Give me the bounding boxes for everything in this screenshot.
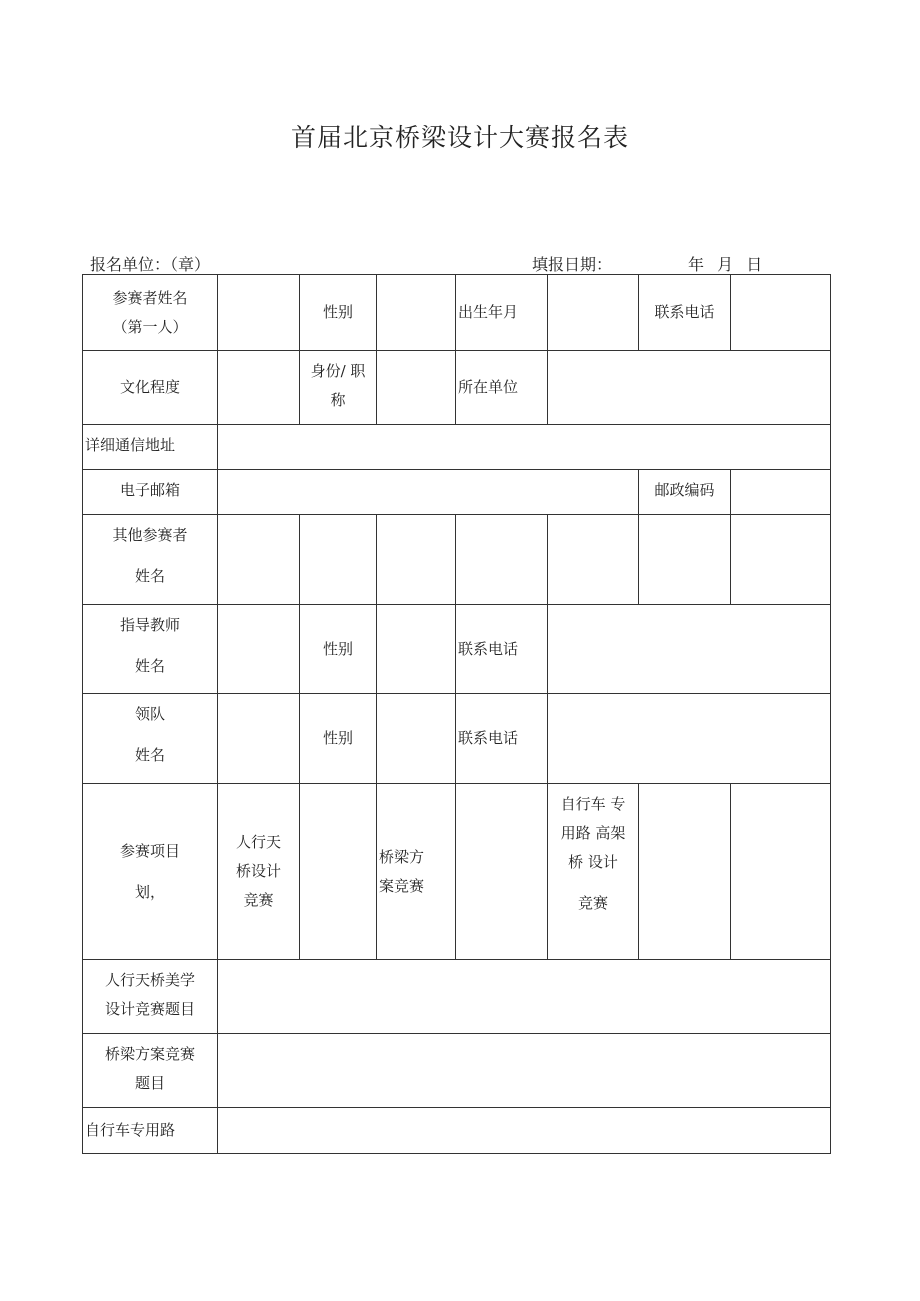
- pedestrian-topic-line2: 设计竞赛题目: [104, 1000, 195, 1018]
- advisor-label: [83, 605, 218, 694]
- bike-viaduct-option-label: [548, 784, 639, 960]
- workplace-label: 所在单位: [456, 351, 548, 425]
- other-participant-field-6[interactable]: [639, 515, 731, 605]
- email-label: 电子邮箱: [83, 470, 218, 515]
- other-participant-field-3[interactable]: [377, 515, 456, 605]
- bike-option-line1: 自行车 专: [560, 795, 626, 813]
- competition-items-label: [83, 784, 218, 960]
- bridge-scheme-line2: 案竞赛: [379, 876, 425, 895]
- postcode-field[interactable]: [731, 470, 831, 515]
- birth-label: 出生年月: [456, 275, 548, 351]
- row-other-participants: [83, 515, 831, 605]
- row-leader: [83, 694, 831, 784]
- day-label: 日: [746, 255, 763, 274]
- pedestrian-topic-field[interactable]: [218, 960, 831, 1034]
- fill-date-label: 填报日期：: [532, 255, 613, 274]
- leader-phone-field[interactable]: [548, 694, 831, 784]
- identity-title-field[interactable]: [377, 351, 456, 425]
- advisor-gender-field[interactable]: [377, 605, 456, 694]
- bridge-scheme-option-field[interactable]: [456, 784, 548, 960]
- bike-path-label: 自行车专用路: [83, 1108, 218, 1154]
- leader-phone-label: 联系电话: [456, 694, 548, 784]
- advisor-name-field[interactable]: [218, 605, 300, 694]
- leader-name-field[interactable]: [218, 694, 300, 784]
- row-pedestrian-topic: [83, 960, 831, 1034]
- row-advisor: [83, 605, 831, 694]
- other-participants-line2: 姓名: [134, 567, 165, 585]
- participant-name-label: [83, 275, 218, 351]
- other-participant-field-7[interactable]: [731, 515, 831, 605]
- competition-items-line2: 划，: [134, 882, 165, 901]
- row-first-participant: [83, 275, 831, 351]
- registration-form-table: [82, 274, 831, 1154]
- month-label: 月: [717, 255, 734, 274]
- pedestrian-bridge-option-label: [218, 784, 300, 960]
- pedestrian-bridge-option-field[interactable]: [300, 784, 377, 960]
- bridge-scheme-line1: 桥梁方: [379, 847, 425, 866]
- row-bridge-topic: [83, 1034, 831, 1108]
- identity-title-line2: 称: [330, 391, 346, 409]
- other-participants-line1: 其他参赛者: [112, 526, 188, 544]
- bike-path-field[interactable]: [218, 1108, 831, 1154]
- leader-label-line2: 姓名: [134, 746, 165, 764]
- email-field[interactable]: [218, 470, 639, 515]
- row-education: [83, 351, 831, 425]
- year-label: 年: [688, 255, 705, 274]
- education-label: 文化程度: [83, 351, 218, 425]
- bridge-topic-field[interactable]: [218, 1034, 831, 1108]
- pedestrian-topic-label: [83, 960, 218, 1034]
- postcode-label: 邮政编码: [639, 470, 731, 515]
- bike-viaduct-option-field[interactable]: [639, 784, 731, 960]
- gender-label: 性别: [300, 275, 377, 351]
- advisor-gender-label: 性别: [300, 605, 377, 694]
- competition-items-line1: 参赛项目: [119, 841, 180, 860]
- pedestrian-option-line2: 桥设计: [235, 862, 281, 880]
- identity-title-line1: 身份/ 职: [310, 362, 366, 380]
- row-competition-items: [83, 784, 831, 960]
- other-participant-field-1[interactable]: [218, 515, 300, 605]
- bike-option-line2: 用路 高架: [560, 824, 626, 842]
- phone-label: 联系电话: [639, 275, 731, 351]
- bridge-scheme-option-label: [377, 784, 456, 960]
- leader-gender-label: 性别: [300, 694, 377, 784]
- advisor-label-line2: 姓名: [134, 657, 165, 675]
- row-email: [83, 470, 831, 515]
- page-title: 首届北京桥梁设计大赛报名表: [290, 123, 629, 152]
- leader-label-line1: 领队: [134, 705, 165, 723]
- bridge-topic-label: [83, 1034, 218, 1108]
- other-participant-field-5[interactable]: [548, 515, 639, 605]
- address-label: 详细通信地址: [83, 425, 218, 470]
- bike-option-line4: 竞赛: [577, 894, 608, 912]
- other-participant-field-2[interactable]: [300, 515, 377, 605]
- registration-unit-label: 报名单位：（章）: [90, 255, 211, 274]
- participant-name-label-line1: 参赛者姓名: [112, 288, 188, 307]
- bridge-topic-line1: 桥梁方案竞赛: [104, 1045, 195, 1063]
- row-address: [83, 425, 831, 470]
- phone-field[interactable]: [731, 275, 831, 351]
- date-fields: [688, 252, 770, 275]
- advisor-label-line1: 指导教师: [119, 616, 180, 634]
- pedestrian-topic-line1: 人行天桥美学: [104, 971, 195, 989]
- advisor-phone-field[interactable]: [548, 605, 831, 694]
- gender-field[interactable]: [377, 275, 456, 351]
- education-field[interactable]: [218, 351, 300, 425]
- birth-field[interactable]: [548, 275, 639, 351]
- competition-extra-field[interactable]: [731, 784, 831, 960]
- identity-title-label: [300, 351, 377, 425]
- address-field[interactable]: [218, 425, 831, 470]
- other-participant-field-4[interactable]: [456, 515, 548, 605]
- bridge-topic-line2: 题目: [134, 1074, 165, 1092]
- pedestrian-option-line1: 人行天: [235, 833, 281, 851]
- workplace-field[interactable]: [548, 351, 831, 425]
- leader-label: [83, 694, 218, 784]
- advisor-phone-label: 联系电话: [456, 605, 548, 694]
- other-participants-label: [83, 515, 218, 605]
- bike-option-line3: 桥 设计: [568, 853, 618, 871]
- participant-name-field[interactable]: [218, 275, 300, 351]
- participant-name-label-line2: （第一人）: [112, 317, 188, 336]
- leader-gender-field[interactable]: [377, 694, 456, 784]
- pedestrian-option-line3: 竞赛: [243, 891, 274, 909]
- row-bike-path: [83, 1108, 831, 1154]
